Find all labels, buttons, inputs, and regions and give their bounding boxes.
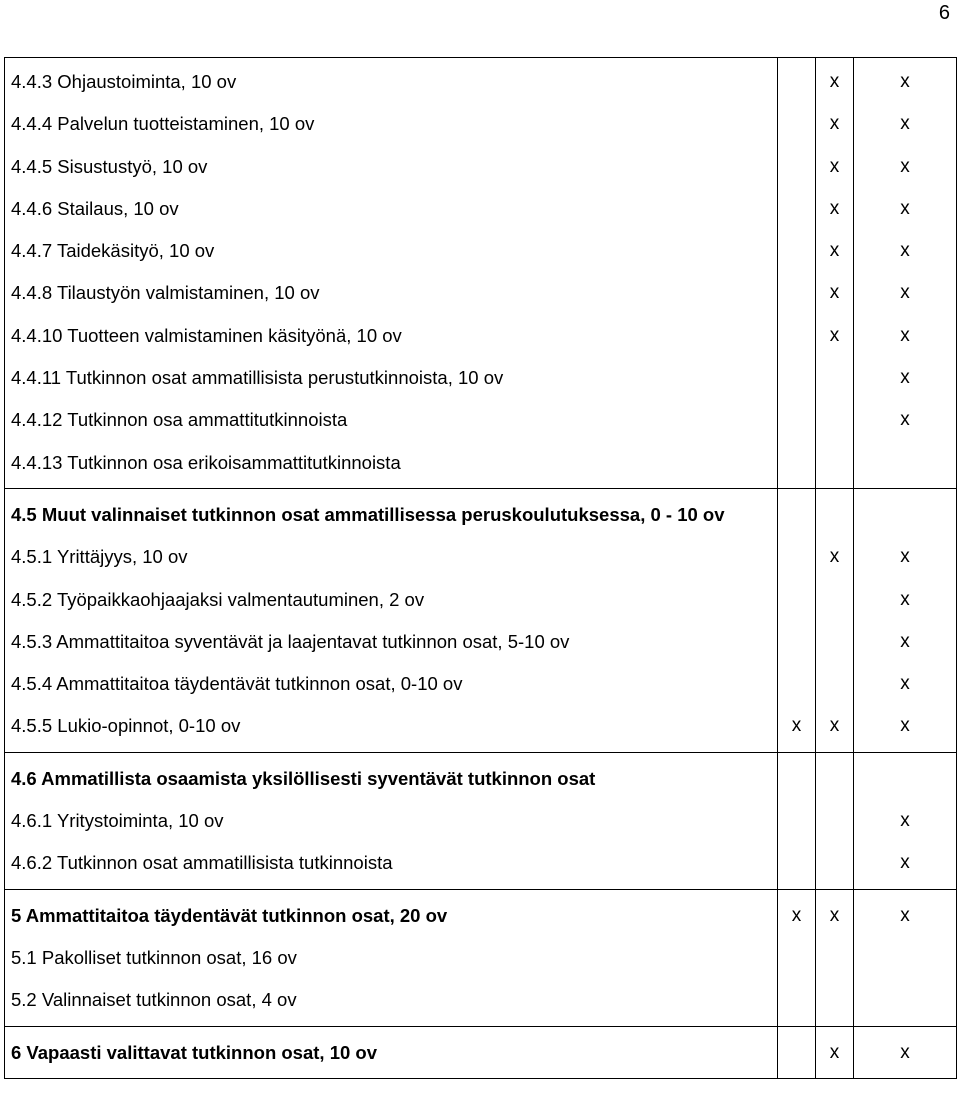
list-item: 4.6.1 Yritystoiminta, 10 ov: [11, 810, 224, 832]
list-item: 4.4.10 Tuotteen valmistaminen käsityönä, 10 ov: [11, 324, 402, 346]
mark-cell: x: [900, 810, 910, 832]
mark-cell: x: [900, 546, 910, 568]
list-item: 4.5.4 Ammattitaitoa täydentävät tutkinnon osat, 0-10 ov: [11, 673, 463, 695]
mark-cell: [778, 663, 815, 705]
mark-cell: [778, 188, 815, 230]
mark-cell: [816, 842, 853, 884]
mark-cell: [778, 146, 815, 188]
mark-cell: x: [900, 630, 910, 652]
list-item: 5.2 Valinnaiset tutkinnon osat, 4 ov: [11, 989, 297, 1011]
mark-cell: x: [829, 240, 840, 262]
mark-cell: [816, 579, 853, 621]
mark-column-c1: [778, 1026, 816, 1078]
list-item: 4.4.3 Ohjaustoiminta, 10 ov: [11, 71, 237, 92]
mark-column-c3: [854, 58, 957, 489]
mark-cell: x: [900, 71, 910, 92]
table-block: [5, 889, 957, 1026]
mark-cell: [816, 663, 853, 705]
mark-column-c2: [816, 1026, 854, 1078]
mark-cell: [778, 621, 815, 663]
mark-cell: x: [829, 904, 840, 926]
mark-cell: x: [900, 113, 910, 135]
mark-cell: x: [900, 240, 910, 262]
mark-column-c3: [854, 752, 957, 889]
mark-column-c1: [778, 752, 816, 889]
list-item: 4.4.5 Sisustustyö, 10 ov: [11, 155, 208, 177]
list-item: 4.4.4 Palvelun tuotteistaminen, 10 ov: [11, 113, 315, 135]
mark-column-c1: [778, 58, 816, 489]
mark-cell: x: [829, 197, 840, 219]
mark-cell: [816, 800, 853, 842]
list-item: 4.4.8 Tilaustyön valmistaminen, 10 ov: [11, 282, 320, 304]
mark-cell: [778, 103, 815, 145]
mark-cell: [816, 399, 853, 441]
mark-column-c3: [854, 488, 957, 752]
mark-cell: x: [900, 904, 910, 926]
mark-cell: x: [900, 588, 910, 610]
mark-cell: [778, 536, 815, 578]
mark-cell: [778, 800, 815, 842]
page-number: 6: [938, 2, 950, 24]
label-column: [5, 488, 778, 752]
mark-cell: x: [900, 852, 910, 874]
table-block: [5, 752, 957, 889]
list-item: 4.4.13 Tutkinnon osa erikoisammattitutkinnoista: [11, 451, 401, 473]
mark-cell: x: [829, 715, 840, 737]
mark-cell: [816, 494, 853, 536]
mark-column-c2: [816, 488, 854, 752]
mark-cell: x: [829, 71, 840, 92]
mark-cell: x: [900, 324, 910, 346]
section-heading: 4.5 Muut valinnaiset tutkinnon osat ammatillisessa peruskoulutuksessa, 0 - 10 ov: [11, 503, 725, 525]
mark-cell: [778, 272, 815, 314]
mark-cell: x: [829, 1041, 840, 1063]
mark-cell: [778, 399, 815, 441]
mark-cell: [778, 442, 815, 484]
mark-column-c2: [816, 58, 854, 489]
section-heading: 5 Ammattitaitoa täydentävät tutkinnon osat, 20 ov: [11, 904, 448, 926]
label-column: [5, 889, 778, 1026]
mark-column-c2: [816, 752, 854, 889]
section-heading: 4.6 Ammatillista osaamista yksilöllisesti syventävät tutkinnon osat: [11, 767, 596, 789]
mark-cell: x: [900, 715, 910, 737]
mark-cell: x: [791, 904, 802, 926]
mark-cell: x: [900, 1041, 910, 1063]
mark-cell: [778, 979, 815, 1021]
mark-column-c1: [778, 889, 816, 1026]
label-column: [5, 752, 778, 889]
list-item: 4.5.5 Lukio-opinnot, 0-10 ov: [11, 715, 241, 737]
mark-cell: x: [829, 324, 840, 346]
mark-cell: [854, 937, 956, 979]
mark-column-c2: [816, 889, 854, 1026]
mark-cell: x: [829, 546, 840, 568]
mark-cell: [816, 758, 853, 800]
mark-cell: [778, 315, 815, 357]
mark-cell: [854, 758, 956, 800]
mark-cell: [778, 61, 815, 103]
list-item: 4.6.2 Tutkinnon osat ammatillisista tutkinnoista: [11, 852, 393, 874]
mark-cell: [778, 937, 815, 979]
mark-cell: [778, 579, 815, 621]
list-item: 5.1 Pakolliset tutkinnon osat, 16 ov: [11, 946, 297, 968]
mark-cell: [816, 979, 853, 1021]
mark-cell: [778, 357, 815, 399]
list-item: 4.4.11 Tutkinnon osat ammatillisista perustutkinnoista, 10 ov: [11, 367, 504, 389]
mark-cell: [816, 357, 853, 399]
list-item: 4.4.6 Stailaus, 10 ov: [11, 197, 179, 219]
table-block: [5, 1026, 957, 1078]
list-item: 4.4.7 Taidekäsityö, 10 ov: [11, 240, 215, 262]
mark-cell: [816, 442, 853, 484]
mark-cell: [778, 1032, 815, 1074]
mark-cell: [778, 758, 815, 800]
mark-cell: [854, 494, 956, 536]
mark-cell: [778, 494, 815, 536]
mark-cell: [854, 442, 956, 484]
mark-cell: x: [900, 282, 910, 304]
mark-cell: x: [791, 715, 802, 737]
mark-cell: [816, 937, 853, 979]
mark-cell: x: [900, 367, 910, 389]
mark-cell: x: [829, 282, 840, 304]
mark-cell: x: [900, 197, 910, 219]
mark-cell: [854, 979, 956, 1021]
mark-cell: x: [900, 409, 910, 431]
qualification-table: [4, 57, 957, 1079]
label-column: [5, 58, 778, 489]
table-block: [5, 58, 957, 489]
mark-cell: x: [900, 673, 910, 695]
mark-column-c3: [854, 1026, 957, 1078]
label-column: [5, 1026, 778, 1078]
mark-cell: x: [829, 113, 840, 135]
list-item: 4.5.1 Yrittäjyys, 10 ov: [11, 546, 188, 568]
mark-cell: x: [829, 155, 840, 177]
mark-cell: x: [900, 155, 910, 177]
mark-cell: [778, 230, 815, 272]
list-item: 4.5.3 Ammattitaitoa syventävät ja laajentavat tutkinnon osat, 5-10 ov: [11, 630, 570, 652]
section-heading: 6 Vapaasti valittavat tutkinnon osat, 10 ov: [11, 1041, 378, 1063]
mark-cell: [778, 842, 815, 884]
mark-column-c1: [778, 488, 816, 752]
mark-cell: [816, 621, 853, 663]
list-item: 4.4.12 Tutkinnon osa ammattitutkinnoista: [11, 409, 348, 431]
mark-column-c3: [854, 889, 957, 1026]
list-item: 4.5.2 Työpaikkaohjaajaksi valmentautuminen, 2 ov: [11, 588, 425, 610]
table-block: [5, 488, 957, 752]
